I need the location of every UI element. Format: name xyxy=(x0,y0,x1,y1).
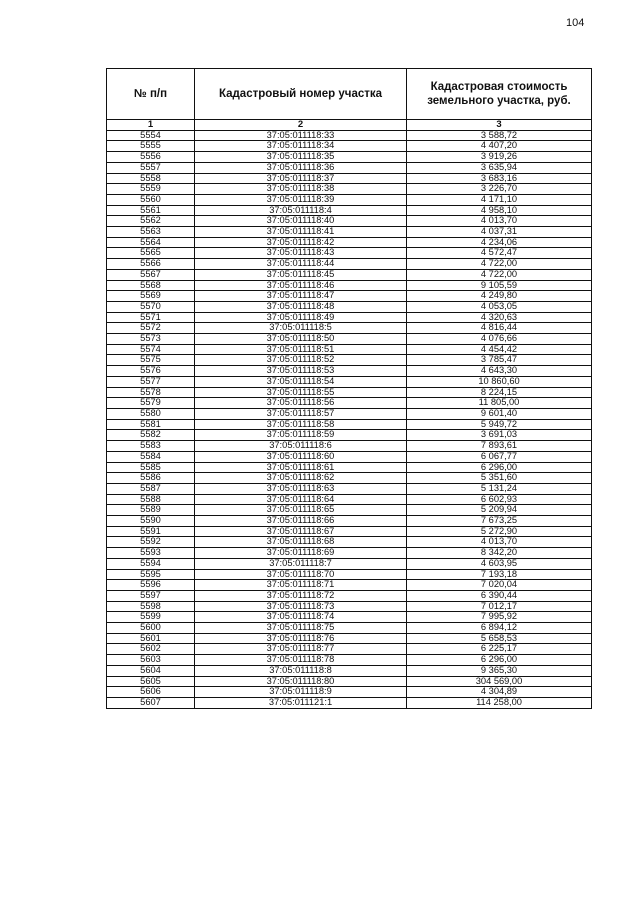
table-row xyxy=(107,366,592,377)
cadastral-value: 4 076,66 xyxy=(407,334,592,345)
row-number: 5575 xyxy=(107,355,195,366)
cadastral-value: 4 603,95 xyxy=(407,558,592,569)
column-header-cadastral-number: Кадастровый номер участка xyxy=(195,69,407,120)
cadastral-value: 5 351,60 xyxy=(407,473,592,484)
cadastral-value: 5 949,72 xyxy=(407,419,592,430)
row-number: 5571 xyxy=(107,312,195,323)
table-row xyxy=(107,526,592,537)
cadastral-value: 3 919,26 xyxy=(407,152,592,163)
table-row xyxy=(107,633,592,644)
cadastral-number: 37:05:011118:61 xyxy=(195,462,407,473)
row-number: 5600 xyxy=(107,623,195,634)
cadastral-value: 4 407,20 xyxy=(407,141,592,152)
cadastral-number: 37:05:011118:59 xyxy=(195,430,407,441)
cadastral-value: 5 658,53 xyxy=(407,633,592,644)
cadastral-value: 7 020,04 xyxy=(407,580,592,591)
cadastral-value: 4 013,70 xyxy=(407,537,592,548)
cadastral-value: 7 995,92 xyxy=(407,612,592,623)
row-number: 5558 xyxy=(107,173,195,184)
table-row xyxy=(107,237,592,248)
table-row xyxy=(107,162,592,173)
table-row xyxy=(107,194,592,205)
cadastral-number: 37:05:011118:8 xyxy=(195,665,407,676)
table-row xyxy=(107,430,592,441)
cadastral-value: 6 296,00 xyxy=(407,462,592,473)
table-row xyxy=(107,537,592,548)
cadastral-value: 7 193,18 xyxy=(407,569,592,580)
table-row xyxy=(107,301,592,312)
table-row xyxy=(107,334,592,345)
row-number: 5560 xyxy=(107,194,195,205)
table-row xyxy=(107,483,592,494)
table-row xyxy=(107,376,592,387)
table-row xyxy=(107,548,592,559)
table-row xyxy=(107,655,592,666)
cadastral-value: 4 722,00 xyxy=(407,269,592,280)
cadastral-number: 37:05:011118:34 xyxy=(195,141,407,152)
table-row xyxy=(107,569,592,580)
row-number: 5595 xyxy=(107,569,195,580)
cadastral-value: 9 365,30 xyxy=(407,665,592,676)
table-row xyxy=(107,291,592,302)
cadastral-number: 37:05:011118:38 xyxy=(195,184,407,195)
row-number: 5606 xyxy=(107,687,195,698)
cadastral-value: 5 209,94 xyxy=(407,505,592,516)
row-number: 5567 xyxy=(107,269,195,280)
row-number: 5562 xyxy=(107,216,195,227)
row-number: 5572 xyxy=(107,323,195,334)
cadastral-value: 4 234,06 xyxy=(407,237,592,248)
cadastral-number: 37:05:011118:71 xyxy=(195,580,407,591)
cadastral-number: 37:05:011118:74 xyxy=(195,612,407,623)
row-number: 5603 xyxy=(107,655,195,666)
table-row xyxy=(107,687,592,698)
cadastral-number: 37:05:011118:9 xyxy=(195,687,407,698)
table-row xyxy=(107,601,592,612)
row-number: 5584 xyxy=(107,451,195,462)
row-number: 5556 xyxy=(107,152,195,163)
table-row xyxy=(107,173,592,184)
row-number: 5591 xyxy=(107,526,195,537)
row-number: 5589 xyxy=(107,505,195,516)
cadastral-number: 37:05:011118:78 xyxy=(195,655,407,666)
cadastral-number: 37:05:011118:51 xyxy=(195,344,407,355)
cadastral-number: 37:05:011118:6 xyxy=(195,441,407,452)
table-row xyxy=(107,623,592,634)
cadastral-value: 10 860,60 xyxy=(407,376,592,387)
row-number: 5570 xyxy=(107,301,195,312)
table-row xyxy=(107,494,592,505)
page-number: 104 xyxy=(566,17,585,29)
row-number: 5592 xyxy=(107,537,195,548)
cadastral-value: 4 013,70 xyxy=(407,216,592,227)
cadastral-number: 37:05:011118:54 xyxy=(195,376,407,387)
table-row xyxy=(107,697,592,708)
row-number: 5576 xyxy=(107,366,195,377)
cadastral-value: 6 390,44 xyxy=(407,590,592,601)
row-number: 5581 xyxy=(107,419,195,430)
row-number: 5561 xyxy=(107,205,195,216)
cadastral-value: 4 053,05 xyxy=(407,301,592,312)
cadastral-number: 37:05:011118:69 xyxy=(195,548,407,559)
table-header-row xyxy=(107,69,592,120)
table-row xyxy=(107,130,592,141)
row-number: 5604 xyxy=(107,665,195,676)
row-number: 5555 xyxy=(107,141,195,152)
cadastral-value: 3 691,03 xyxy=(407,430,592,441)
cadastral-value: 6 296,00 xyxy=(407,655,592,666)
cadastral-number: 37:05:011118:64 xyxy=(195,494,407,505)
row-number: 5597 xyxy=(107,590,195,601)
row-number: 5601 xyxy=(107,633,195,644)
table-row xyxy=(107,558,592,569)
cadastral-number: 37:05:011118:5 xyxy=(195,323,407,334)
cadastral-value: 4 958,10 xyxy=(407,205,592,216)
row-number: 5579 xyxy=(107,398,195,409)
table-row xyxy=(107,505,592,516)
cadastral-number: 37:05:011118:7 xyxy=(195,558,407,569)
row-number: 5585 xyxy=(107,462,195,473)
row-number: 5607 xyxy=(107,697,195,708)
row-number: 5587 xyxy=(107,483,195,494)
cadastral-number: 37:05:011118:57 xyxy=(195,408,407,419)
cadastral-number: 37:05:011118:80 xyxy=(195,676,407,687)
cadastral-number: 37:05:011118:48 xyxy=(195,301,407,312)
row-number: 5577 xyxy=(107,376,195,387)
table-row xyxy=(107,387,592,398)
cadastral-number: 37:05:011118:77 xyxy=(195,644,407,655)
row-number: 5557 xyxy=(107,162,195,173)
row-number: 5564 xyxy=(107,237,195,248)
cadastral-value-table xyxy=(106,68,592,709)
cadastral-value: 3 683,16 xyxy=(407,173,592,184)
cadastral-value: 3 588,72 xyxy=(407,130,592,141)
column-index: 3 xyxy=(407,120,592,131)
cadastral-value: 3 226,70 xyxy=(407,184,592,195)
cadastral-number: 37:05:011118:76 xyxy=(195,633,407,644)
table-row xyxy=(107,612,592,623)
cadastral-value: 304 569,00 xyxy=(407,676,592,687)
column-index: 2 xyxy=(195,120,407,131)
table-row xyxy=(107,259,592,270)
cadastral-value: 7 673,25 xyxy=(407,516,592,527)
cadastral-number: 37:05:011118:70 xyxy=(195,569,407,580)
cadastral-number: 37:05:011118:73 xyxy=(195,601,407,612)
cadastral-number: 37:05:011118:58 xyxy=(195,419,407,430)
cadastral-value: 4 171,10 xyxy=(407,194,592,205)
cadastral-number: 37:05:011118:68 xyxy=(195,537,407,548)
table-row xyxy=(107,312,592,323)
cadastral-value: 4 037,31 xyxy=(407,227,592,238)
cadastral-value: 6 225,17 xyxy=(407,644,592,655)
row-number: 5578 xyxy=(107,387,195,398)
cadastral-value: 9 601,40 xyxy=(407,408,592,419)
table-row xyxy=(107,205,592,216)
row-number: 5586 xyxy=(107,473,195,484)
table-row xyxy=(107,227,592,238)
cadastral-value: 4 572,47 xyxy=(407,248,592,259)
cadastral-number: 37:05:011118:35 xyxy=(195,152,407,163)
table-row xyxy=(107,248,592,259)
table-row xyxy=(107,516,592,527)
column-index-row xyxy=(107,120,592,131)
cadastral-value: 8 342,20 xyxy=(407,548,592,559)
cadastral-number: 37:05:011118:37 xyxy=(195,173,407,184)
cadastral-number: 37:05:011118:44 xyxy=(195,259,407,270)
cadastral-value: 114 258,00 xyxy=(407,697,592,708)
table-row xyxy=(107,590,592,601)
cadastral-value: 9 105,59 xyxy=(407,280,592,291)
cadastral-number: 37:05:011118:40 xyxy=(195,216,407,227)
cadastral-number: 37:05:011118:50 xyxy=(195,334,407,345)
cadastral-value: 8 224,15 xyxy=(407,387,592,398)
cadastral-value: 4 816,44 xyxy=(407,323,592,334)
cadastral-number: 37:05:011118:52 xyxy=(195,355,407,366)
row-number: 5574 xyxy=(107,344,195,355)
table-row xyxy=(107,355,592,366)
row-number: 5598 xyxy=(107,601,195,612)
table-row xyxy=(107,280,592,291)
cadastral-value: 3 785,47 xyxy=(407,355,592,366)
cadastral-number: 37:05:011118:67 xyxy=(195,526,407,537)
cadastral-number: 37:05:011118:49 xyxy=(195,312,407,323)
table-row xyxy=(107,344,592,355)
cadastral-value: 5 272,90 xyxy=(407,526,592,537)
column-header-number: № п/п xyxy=(107,69,195,120)
row-number: 5569 xyxy=(107,291,195,302)
cadastral-number: 37:05:011118:62 xyxy=(195,473,407,484)
cadastral-number: 37:05:011118:4 xyxy=(195,205,407,216)
cadastral-number: 37:05:011118:66 xyxy=(195,516,407,527)
cadastral-value: 6 894,12 xyxy=(407,623,592,634)
row-number: 5596 xyxy=(107,580,195,591)
row-number: 5559 xyxy=(107,184,195,195)
cadastral-value: 4 304,89 xyxy=(407,687,592,698)
row-number: 5594 xyxy=(107,558,195,569)
table-row xyxy=(107,580,592,591)
table-row xyxy=(107,184,592,195)
row-number: 5565 xyxy=(107,248,195,259)
table-body xyxy=(107,130,592,708)
cadastral-value: 4 643,30 xyxy=(407,366,592,377)
cadastral-number: 37:05:011118:45 xyxy=(195,269,407,280)
cadastral-value: 4 722,00 xyxy=(407,259,592,270)
cadastral-value: 11 805,00 xyxy=(407,398,592,409)
cadastral-value: 7 012,17 xyxy=(407,601,592,612)
cadastral-number: 37:05:011118:36 xyxy=(195,162,407,173)
row-number: 5593 xyxy=(107,548,195,559)
table-row xyxy=(107,152,592,163)
table-row xyxy=(107,398,592,409)
cadastral-value: 4 320,63 xyxy=(407,312,592,323)
table-row xyxy=(107,644,592,655)
table-row xyxy=(107,408,592,419)
cadastral-value: 4 249,80 xyxy=(407,291,592,302)
row-number: 5605 xyxy=(107,676,195,687)
row-number: 5566 xyxy=(107,259,195,270)
cadastral-number: 37:05:011118:55 xyxy=(195,387,407,398)
cadastral-number: 37:05:011118:46 xyxy=(195,280,407,291)
table-row xyxy=(107,676,592,687)
cadastral-number: 37:05:011118:33 xyxy=(195,130,407,141)
cadastral-number: 37:05:011118:42 xyxy=(195,237,407,248)
table-row xyxy=(107,441,592,452)
column-header-cadastral-value: Кадастровая стоимость земельного участка, руб. xyxy=(407,69,592,120)
row-number: 5568 xyxy=(107,280,195,291)
table-row xyxy=(107,419,592,430)
row-number: 5602 xyxy=(107,644,195,655)
cadastral-value: 6 602,93 xyxy=(407,494,592,505)
column-index: 1 xyxy=(107,120,195,131)
cadastral-number: 37:05:011118:60 xyxy=(195,451,407,462)
cadastral-number: 37:05:011118:53 xyxy=(195,366,407,377)
cadastral-number: 37:05:011118:43 xyxy=(195,248,407,259)
table-row xyxy=(107,269,592,280)
row-number: 5582 xyxy=(107,430,195,441)
row-number: 5580 xyxy=(107,408,195,419)
cadastral-value: 4 454,42 xyxy=(407,344,592,355)
table-row xyxy=(107,462,592,473)
table-row xyxy=(107,216,592,227)
cadastral-value: 5 131,24 xyxy=(407,483,592,494)
cadastral-number: 37:05:011118:63 xyxy=(195,483,407,494)
row-number: 5599 xyxy=(107,612,195,623)
cadastral-number: 37:05:011121:1 xyxy=(195,697,407,708)
cadastral-number: 37:05:011118:75 xyxy=(195,623,407,634)
cadastral-value: 3 635,94 xyxy=(407,162,592,173)
row-number: 5588 xyxy=(107,494,195,505)
cadastral-number: 37:05:011118:72 xyxy=(195,590,407,601)
cadastral-number: 37:05:011118:47 xyxy=(195,291,407,302)
row-number: 5563 xyxy=(107,227,195,238)
cadastral-number: 37:05:011118:39 xyxy=(195,194,407,205)
table-row xyxy=(107,665,592,676)
cadastral-number: 37:05:011118:65 xyxy=(195,505,407,516)
table-row xyxy=(107,323,592,334)
cadastral-number: 37:05:011118:41 xyxy=(195,227,407,238)
cadastral-value: 6 067,77 xyxy=(407,451,592,462)
cadastral-value: 7 893,61 xyxy=(407,441,592,452)
row-number: 5554 xyxy=(107,130,195,141)
table-row xyxy=(107,451,592,462)
row-number: 5573 xyxy=(107,334,195,345)
table-row xyxy=(107,473,592,484)
row-number: 5583 xyxy=(107,441,195,452)
row-number: 5590 xyxy=(107,516,195,527)
table-row xyxy=(107,141,592,152)
cadastral-number: 37:05:011118:56 xyxy=(195,398,407,409)
